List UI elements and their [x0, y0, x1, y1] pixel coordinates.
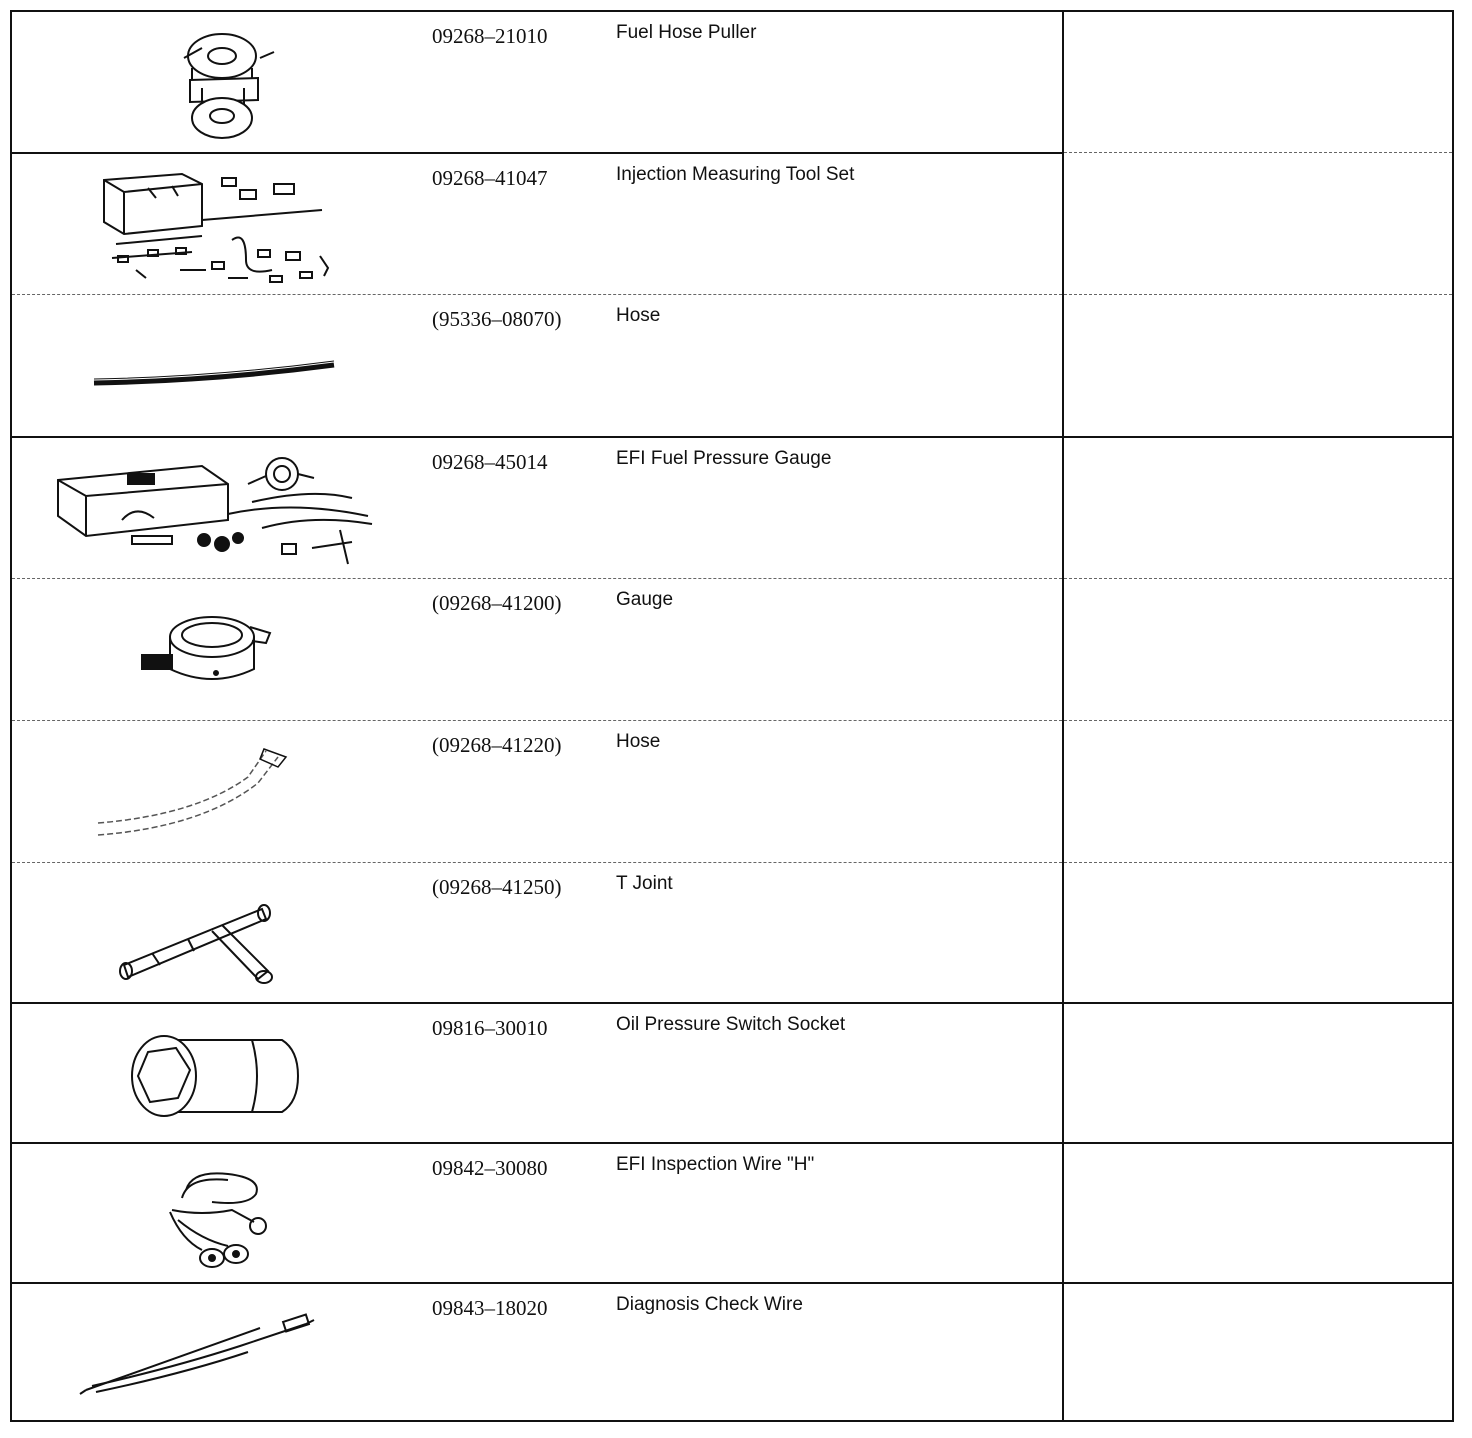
part-number: 09268–21010 — [432, 24, 548, 48]
part-number: (09268–41250) — [432, 875, 562, 899]
table-row — [12, 1142, 1062, 1286]
tool-name: Hose — [616, 731, 661, 752]
tool-name: Diagnosis Check Wire — [616, 1294, 803, 1315]
table-row — [12, 720, 1062, 863]
part-number: 09268–45014 — [432, 450, 548, 474]
part-number: (09268–41220) — [432, 733, 562, 757]
part-number: 09816–30010 — [432, 1016, 548, 1040]
inspection-wire-icon — [52, 1150, 392, 1280]
tool-name: EFI Inspection Wire "H" — [616, 1154, 815, 1175]
table-row — [12, 152, 1062, 296]
part-number: (95336–08070) — [432, 307, 562, 331]
tool-name: Oil Pressure Switch Socket — [616, 1014, 846, 1035]
table-row — [12, 578, 1062, 721]
tool-name: T Joint — [616, 873, 673, 894]
tool-name: Injection Measuring Tool Set — [616, 164, 855, 185]
part-number: 09268–41047 — [432, 166, 548, 190]
part-number: 09843–18020 — [432, 1296, 548, 1320]
tool-table — [10, 10, 1454, 1422]
tool-set-icon — [52, 160, 392, 290]
table-row — [12, 1282, 1062, 1426]
table-row — [12, 294, 1062, 437]
table-row — [12, 436, 1062, 580]
tool-name: EFI Fuel Pressure Gauge — [616, 448, 832, 469]
part-number: 09842–30080 — [432, 1156, 548, 1180]
part-number: (09268–41200) — [432, 591, 562, 615]
column-divider — [1062, 12, 1064, 1420]
socket-icon — [52, 1010, 392, 1140]
tool-name: Fuel Hose Puller — [616, 22, 757, 43]
check-wire-icon — [52, 1290, 392, 1420]
fuel-hose-puller-icon — [52, 18, 392, 148]
tool-name: Hose — [616, 305, 661, 326]
hose-curved-icon — [52, 727, 392, 857]
table-row — [12, 12, 1062, 154]
tool-name: Gauge — [616, 589, 674, 610]
table-row — [12, 1002, 1062, 1146]
t-joint-icon — [52, 869, 392, 999]
gauge-kit-icon — [52, 444, 392, 574]
gauge-icon — [52, 585, 392, 715]
table-row — [12, 862, 1062, 1005]
hose-icon — [52, 301, 392, 431]
